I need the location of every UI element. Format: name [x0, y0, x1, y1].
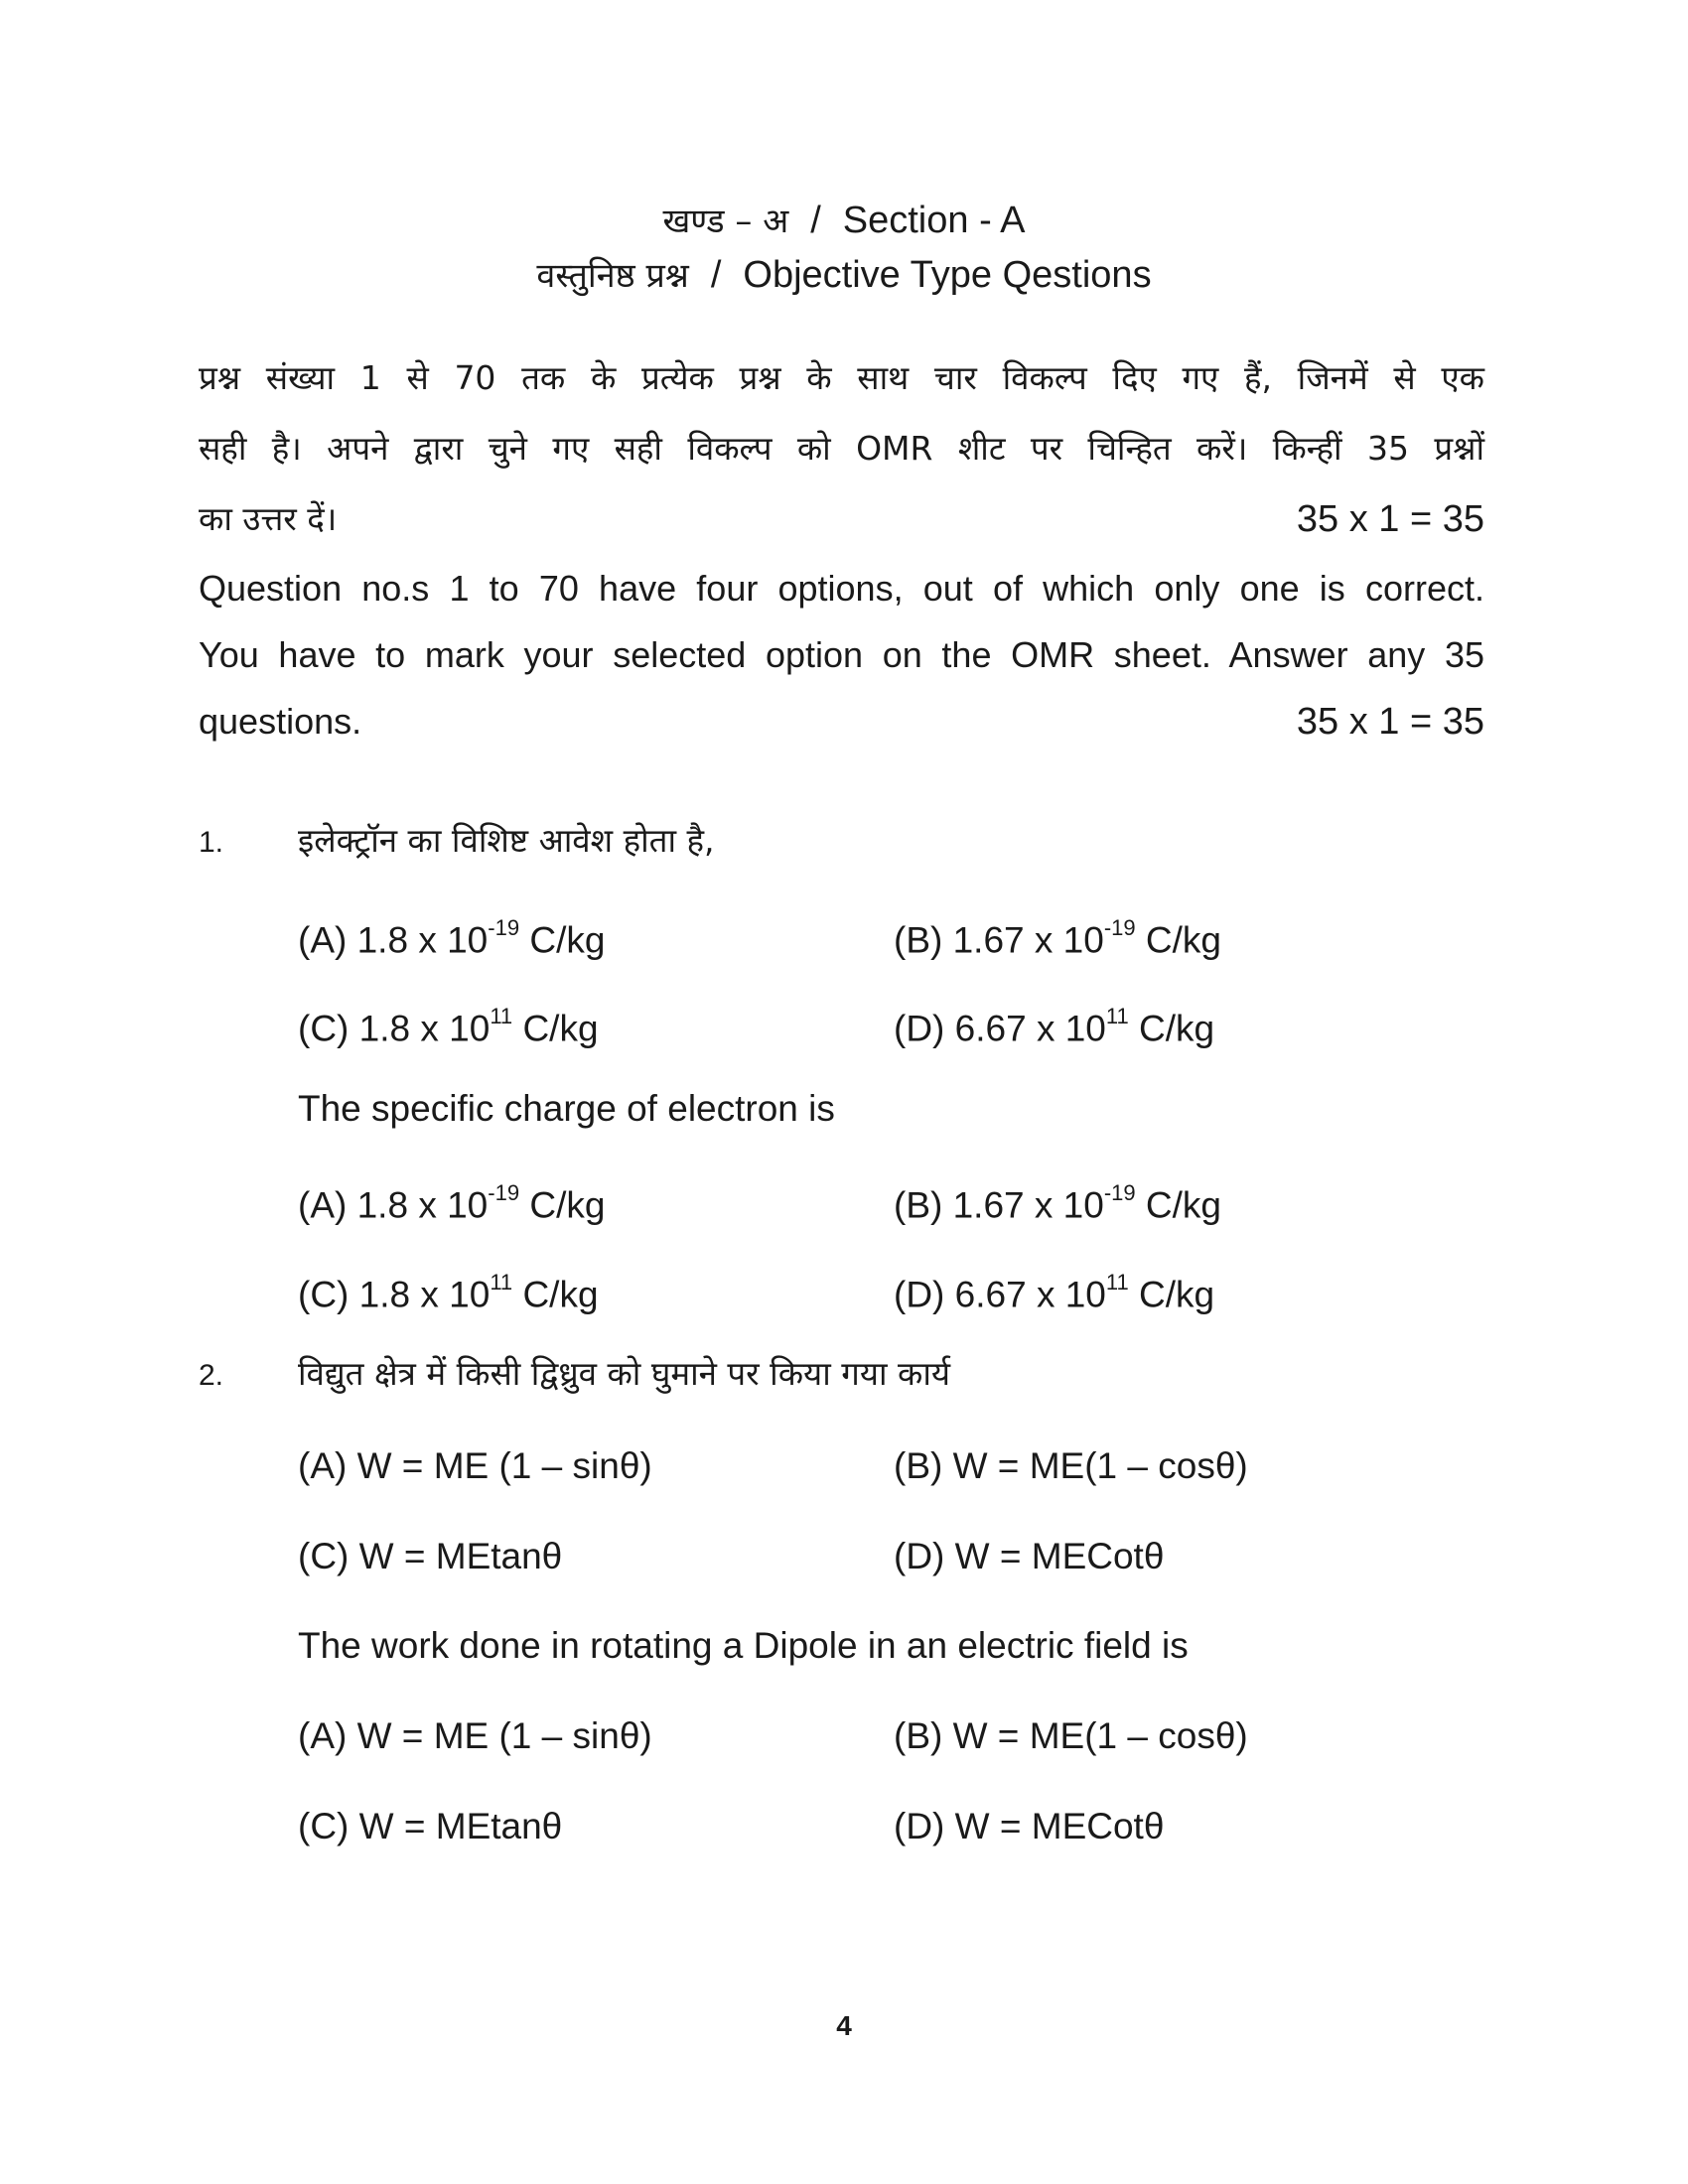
option-text: W = MECotθ [954, 1806, 1165, 1846]
option-d [894, 1533, 1164, 1580]
question-number: 2. [199, 1359, 224, 1392]
instruction-english-line-3-row [199, 698, 1484, 746]
option-b [894, 1712, 1248, 1760]
option-label: (B) [894, 1445, 943, 1486]
option-text: W = ME(1 – cosθ) [952, 1445, 1248, 1486]
question-type-separator: / [710, 254, 722, 296]
option-b [894, 1442, 1248, 1490]
question-text-english: The work done in rotating a Dipole in an electric field is [298, 1625, 1189, 1666]
section-heading-english: Section - A [842, 200, 1026, 241]
question-text-english: The specific charge of electron is [298, 1088, 835, 1129]
question-type-hindi: वस्तुनिष्ठ प्रश्न [536, 256, 689, 296]
option-text: W = MECotθ [954, 1536, 1165, 1576]
option-label: (C) [298, 1806, 350, 1846]
instruction-hindi-line-2: सही है। अपने द्वारा चुने गए सही विकल्प को OMR शीट पर चिन्हित करें। किन्हीं 35 प्रश्नों [199, 429, 1484, 468]
option-exponent: -19 [488, 1180, 520, 1205]
option-label: (C) [298, 1274, 350, 1315]
option-text: W = MEtanθ [358, 1806, 563, 1846]
option-label: (C) [298, 1008, 350, 1049]
option-unit: C/kg [1139, 1008, 1215, 1049]
option-base: 1.8 x 10 [358, 1008, 491, 1049]
option-label: (C) [298, 1536, 350, 1576]
english-marks: 35 x 1 = 35 [1296, 701, 1484, 743]
option-label: (D) [894, 1274, 945, 1315]
option-b [894, 908, 1221, 964]
question-number: 1. [199, 826, 224, 859]
option-label: (D) [894, 1008, 945, 1049]
option-exponent: -19 [488, 915, 520, 940]
option-unit: C/kg [522, 1008, 599, 1049]
option-a [298, 1712, 652, 1760]
option-base: 6.67 x 10 [954, 1274, 1106, 1315]
option-base: 1.8 x 10 [356, 1184, 489, 1226]
option-exponent: 11 [490, 1270, 513, 1295]
option-exponent: 11 [1105, 1270, 1129, 1295]
option-unit: C/kg [1145, 1184, 1221, 1226]
option-b [894, 1173, 1221, 1229]
option-label: (B) [894, 1184, 943, 1226]
option-base: 1.8 x 10 [356, 919, 489, 961]
option-text: W = MEtanθ [358, 1536, 563, 1576]
option-label: (A) [298, 919, 348, 961]
option-c [298, 997, 599, 1052]
section-heading-separator: / [810, 200, 821, 241]
instruction-hindi-line-1: प्रश्न संख्या 1 से 70 तक के प्रत्येक प्रश्न के साथ चार विकल्प दिए गए हैं, जिनमें से एक [199, 358, 1484, 397]
option-label: (A) [298, 1715, 348, 1756]
question-text-hindi: इलेक्ट्रॉन का विशिष्ट आवेश होता है, [298, 821, 715, 860]
instruction-english-line-2: You have to mark your selected option on the OMR sheet. Answer any 35 [199, 634, 1484, 675]
option-text: W = ME (1 – sinθ) [356, 1715, 652, 1756]
option-a [298, 908, 605, 964]
option-label: (B) [894, 919, 943, 961]
hindi-marks: 35 x 1 = 35 [1296, 498, 1484, 540]
option-exponent: -19 [1103, 1180, 1136, 1205]
question-type-heading [0, 256, 1688, 294]
option-c [298, 1533, 562, 1580]
option-unit: C/kg [1139, 1274, 1215, 1315]
option-exponent: 11 [1105, 1004, 1129, 1028]
instruction-hindi-line-3-row [199, 495, 1484, 543]
option-a [298, 1442, 652, 1490]
question-text-hindi: विद्युत क्षेत्र में किसी द्विध्रुव को घुमाने पर किया गया कार्य [298, 1354, 951, 1393]
option-base: 1.8 x 10 [358, 1274, 491, 1315]
option-text: W = ME(1 – cosθ) [952, 1715, 1248, 1756]
option-base: 1.67 x 10 [952, 919, 1104, 961]
option-unit: C/kg [529, 1184, 606, 1226]
option-d [894, 997, 1214, 1052]
instruction-english-line-1: Question no.s 1 to 70 have four options, out of which only one is correct. [199, 568, 1484, 609]
option-c [298, 1803, 562, 1850]
option-base: 1.67 x 10 [952, 1184, 1104, 1226]
option-unit: C/kg [522, 1274, 599, 1315]
section-heading-hindi: खण्ड – अ [662, 202, 789, 241]
option-a [298, 1173, 605, 1229]
question-type-english: Objective Type Qestions [743, 254, 1152, 296]
option-d [894, 1263, 1214, 1318]
option-base: 6.67 x 10 [954, 1008, 1106, 1049]
instruction-hindi-line-3: का उत्तर दें। [199, 499, 338, 538]
option-label: (A) [298, 1184, 348, 1226]
option-label: (D) [894, 1536, 945, 1576]
option-d [894, 1803, 1164, 1850]
option-unit: C/kg [529, 919, 606, 961]
option-unit: C/kg [1145, 919, 1221, 961]
option-c [298, 1263, 599, 1318]
option-text: W = ME (1 – sinθ) [356, 1445, 652, 1486]
option-label: (D) [894, 1806, 945, 1846]
option-label: (A) [298, 1445, 348, 1486]
page-number: 4 [836, 2010, 852, 2041]
option-exponent: -19 [1103, 915, 1136, 940]
option-exponent: 11 [490, 1004, 513, 1028]
section-heading [0, 202, 1688, 239]
option-label: (B) [894, 1715, 943, 1756]
instruction-english-line-3: questions. [199, 701, 362, 742]
